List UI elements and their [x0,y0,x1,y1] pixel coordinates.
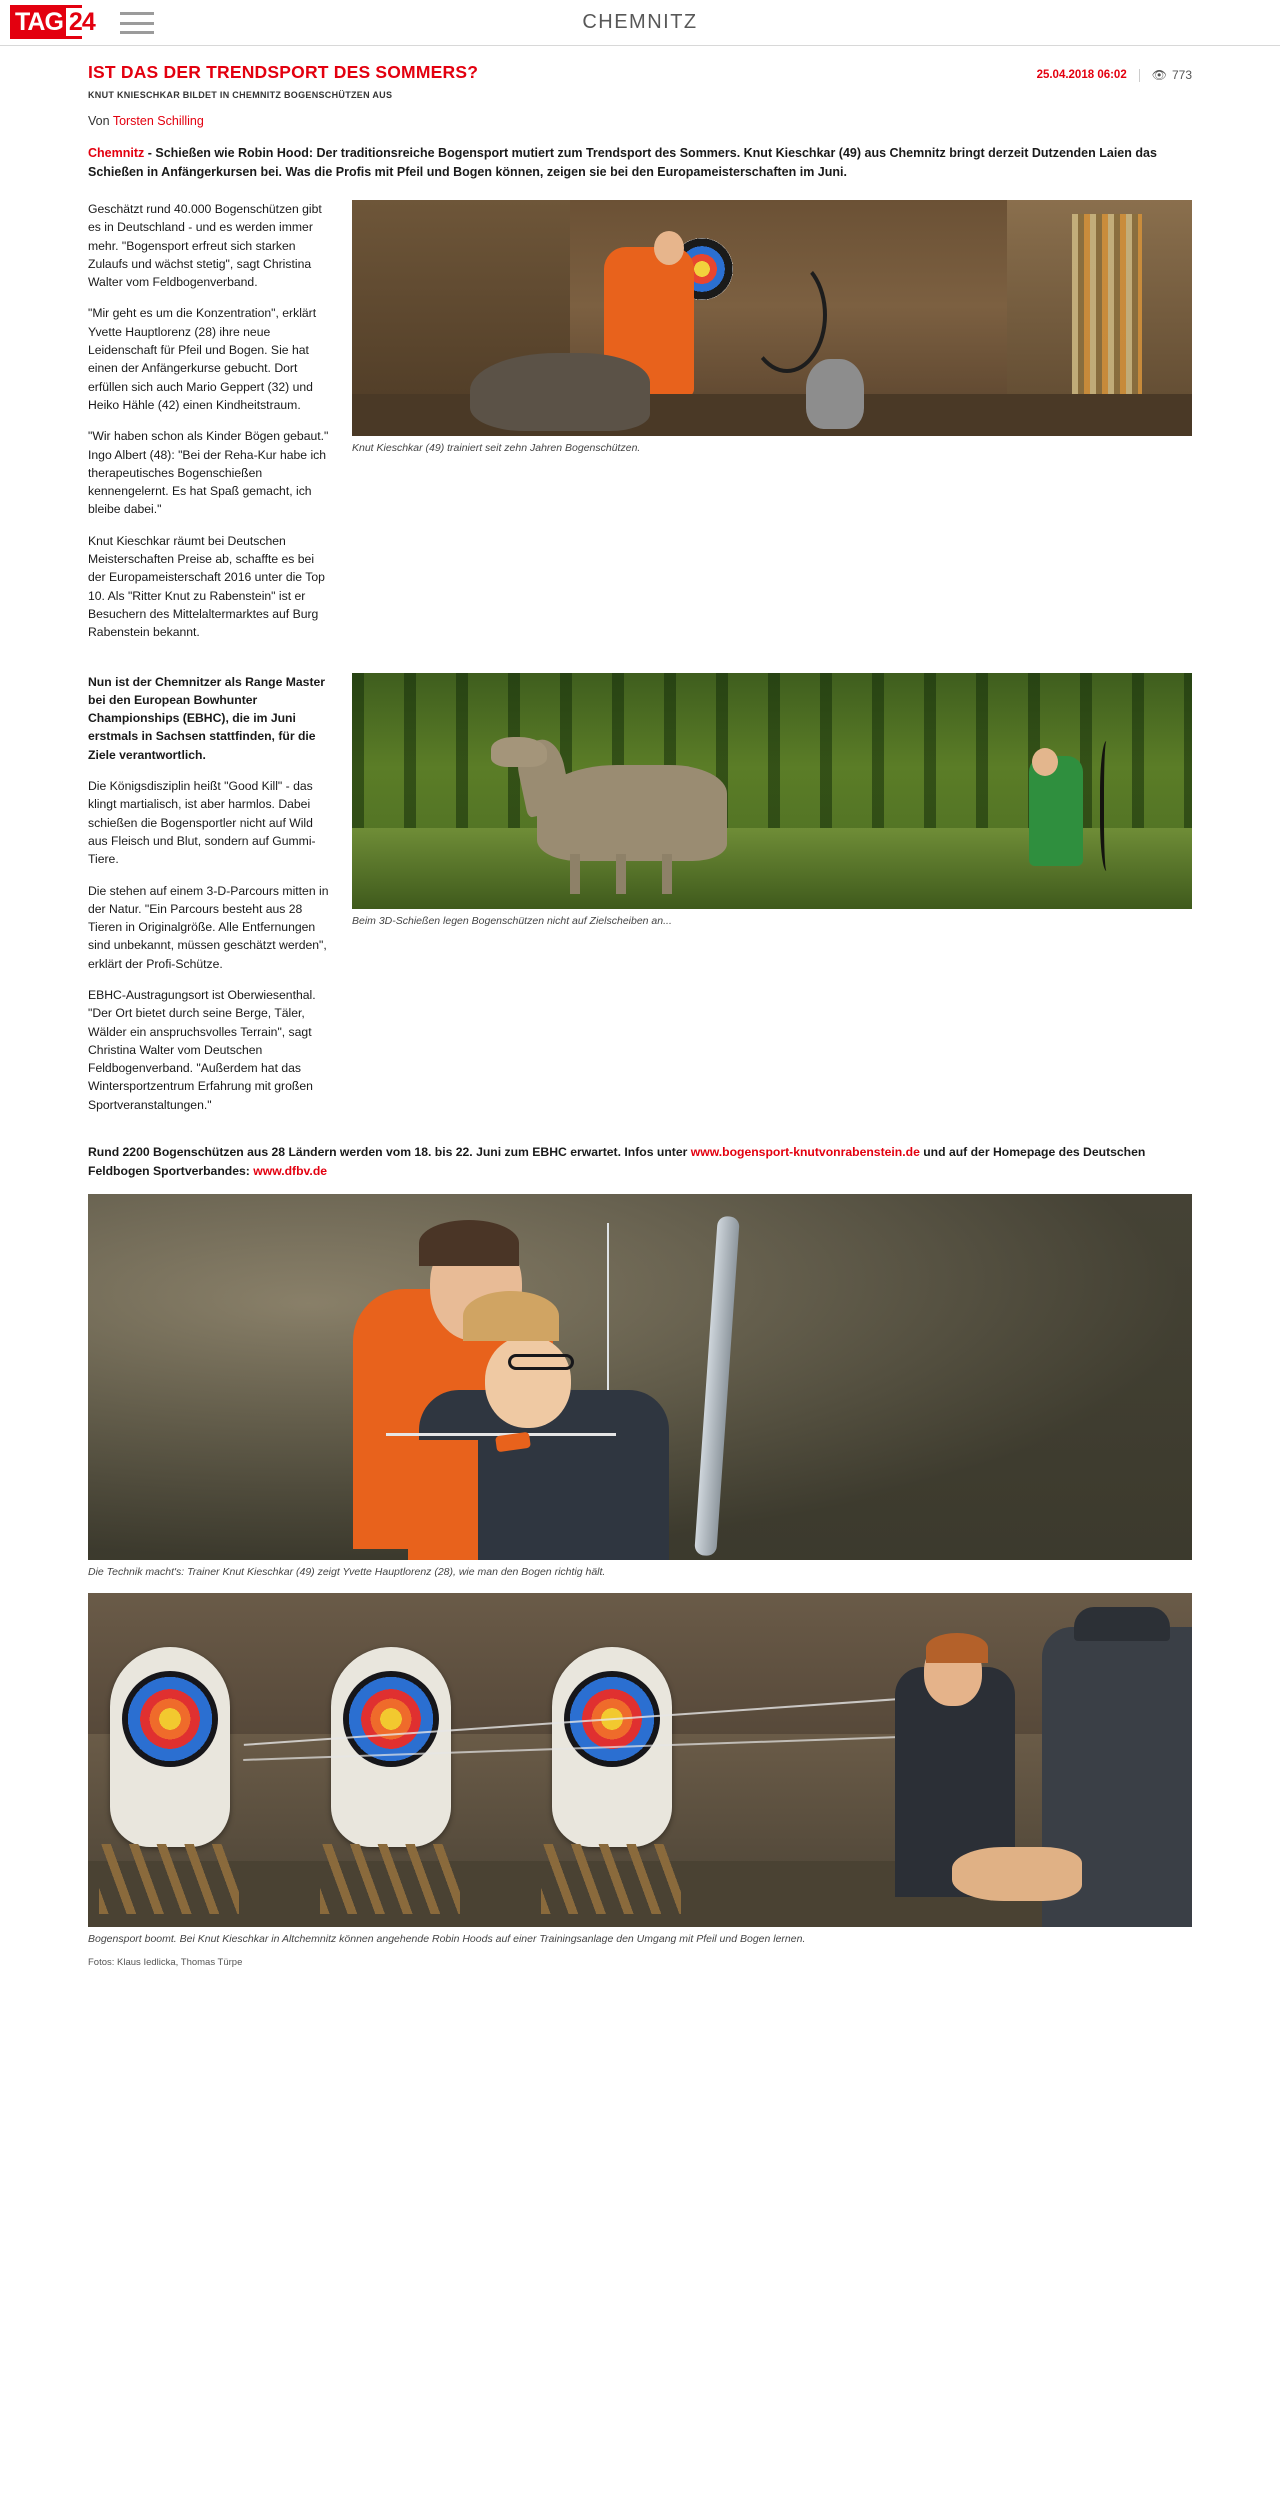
site-header [0,0,1280,46]
logo-number: 24 [66,8,98,36]
bogensport-link[interactable]: www.bogensport-knutvonrabenstein.de [690,1145,920,1160]
paragraph: Die stehen auf einem 3-D-Parcours mitten in der Natur. "Ein Parcours besteht aus 28 Tieren in Originalgröße. Alle Entfernungen sind unbekannt, müssen geschätzt werden", erklärt der Profi-Schütze. [88,883,329,971]
content-block-1 [88,200,1192,655]
article-kicker: KNUT KNIESCHKAR BILDET IN CHEMNITZ BOGENSCHÜTZEN AUS [88,90,393,100]
dfbv-link[interactable]: www.dfbv.de [253,1163,328,1178]
photo-target-range[interactable] [88,1593,1192,1927]
photo-decor [491,737,547,767]
photo-decor [508,1354,574,1370]
photo-decor [331,1647,451,1847]
article-closing [88,1143,1192,1180]
headline-row [88,46,1192,83]
paragraph: Die Königsdisziplin heißt "Good Kill" - das klingt martialisch, ist aber harmlos. Dabei schießen die Bogensportler nicht auf Wild aus Fleisch und Blut, sondern auf Gummi-Tiere. [88,779,316,867]
photo-decor [570,854,702,894]
article-meta [1037,68,1192,82]
closing-text-2: und auf der Homepage des Deutschen Feldbogen Sportverbandes: [88,1145,1146,1178]
closing-text-1: Rund 2200 Bogenschützen aus 28 Ländern werden vom 18. bis 22. Juni zum EBHC erwartet. Infos unter [88,1145,691,1160]
block-1-text-column [88,200,334,655]
photo-decor [470,353,650,431]
photo-decor [1072,214,1142,403]
photo-decor [541,1844,681,1914]
photo-decor [952,1847,1082,1901]
article-byline [88,114,1192,128]
publish-date: 25.04.2018 06:02 [1036,69,1127,81]
block-2-text-column [88,673,334,1128]
photo-3d-deer-target[interactable] [352,673,1192,909]
figure-coach-technique [88,1194,1192,1579]
photo-decor [99,1844,239,1914]
block-2-media-column [352,673,1192,928]
paragraph: EBHC-Austragungsort ist Oberwiesenthal. "Der Ort bietet durch seine Berge, Täler, Wälder ein anspruchsvolles Terrain", sagt Christina Walter vom Deutschen Feldbogenverband. "Außerdem hat das Wintersportzentrum Erfahrung mit großen Sportveranstaltungen." [88,987,316,1112]
photo-caption: Knut Kieschkar (49) trainiert seit zehn Jahren Bogenschützen. [352,442,641,454]
view-count [1152,68,1192,82]
photo-decor [1032,748,1058,776]
photo-caption: Die Technik macht's: Trainer Knut Kieschkar (49) zeigt Yvette Hauptlorenz (28), wie man den Bogen richtig hält. [88,1566,606,1579]
photo-decor [747,257,827,373]
logo-text: TAG [15,7,63,36]
byline-author-link[interactable]: Torsten Schilling [112,114,204,128]
lead-text: - Schießen wie Robin Hood: Der traditionsreiche Bogensport mutiert zum Trendsport des Sommers. Knut Kieschkar (49) aus Chemnitz bringt derzeit Dutzenden Laien das Schießen in Anfängerkursen bei. Was die Profis mit Pfeil und Bogen können, zeigen sie bei den Europameisterschaften im Juni. [88,146,1157,179]
photo-decor [419,1220,519,1266]
paragraph: Knut Kieschkar räumt bei Deutschen Meisterschaften Preise ab, schaffte es bei der Europameisterschaft 2016 unter die Top 10. Als "Ritter Knut zu Rabenstein" ist er Besuchern des Mittelaltermarktes auf Burg Rabenstein bekannt. [88,533,325,640]
photo-decor [408,1440,478,1560]
photo-decor [806,359,864,429]
paragraph-bold: Nun ist der Chemnitzer als Range Master bei den European Bowhunter Championships (EBHC), die im Juni erstmals in Sachsen stattfinden, für die Ziele verantwortlich. [88,674,326,762]
photo-decor [1100,741,1116,871]
byline-prefix: Von [88,114,113,128]
photo-credits: Fotos: Klaus Iedlicka, Thomas Türpe [88,1956,243,1968]
article-lead [88,144,1192,182]
article-headline: IST DAS DER TRENDSPORT DES SOMMERS? [88,62,479,82]
photo-coach-and-student[interactable] [88,1194,1192,1560]
photo-decor [654,231,684,265]
photo-caption: Bogensport boomt. Bei Knut Kieschkar in Altchemnitz können angehende Robin Hoods auf einer Trainingsanlage den Umgang mit Pfeil und Bogen lernen. [88,1933,806,1946]
eye-icon: 👁 [1151,68,1167,82]
figure-training-range [88,1593,1192,1946]
paragraph: "Wir haben schon als Kinder Bögen gebaut." Ingo Albert (48): "Bei der Reha-Kur habe ich therapeutisches Bogenschießen kennengelernt. Es hat Spaß gemacht, ich bleibe dabei." [88,429,329,517]
paragraph: Geschätzt rund 40.000 Bogenschützen gibt es in Deutschland - und es werden immer mehr. "Bogensport erfreut sich starken Zulaufs und wächst stetig", sagt Christina Walter vom Feldbogenverband. [88,202,322,290]
view-count-value: 773 [1171,68,1192,82]
photo-decor [926,1633,988,1663]
meta-divider [1139,69,1140,82]
photo-decor [1074,1607,1170,1641]
lead-city: Chemnitz [88,146,145,160]
page-title: CHEMNITZ [582,11,698,33]
photo-archer-indoor[interactable] [352,200,1192,436]
paragraph: "Mir geht es um die Konzentration", erklärt Yvette Hauptlorenz (28) ihre neue Leidenschaft für Pfeil und Bogen. Sie hat einen der Anfängerkurse gebucht. Dort erfüllen sich auch Mario Geppert (32) und Heiko Hähle (42) einen Kindheitstraum. [88,306,317,412]
article [0,46,1280,1982]
photo-decor [320,1844,460,1914]
photo-caption: Beim 3D-Schießen legen Bogenschützen nicht auf Zielscheiben an... [352,914,672,927]
block-1-media-column [352,200,1192,455]
photo-decor [110,1647,230,1847]
content-block-2 [88,673,1192,1128]
photo-decor [485,1336,571,1428]
photo-decor [463,1291,559,1341]
